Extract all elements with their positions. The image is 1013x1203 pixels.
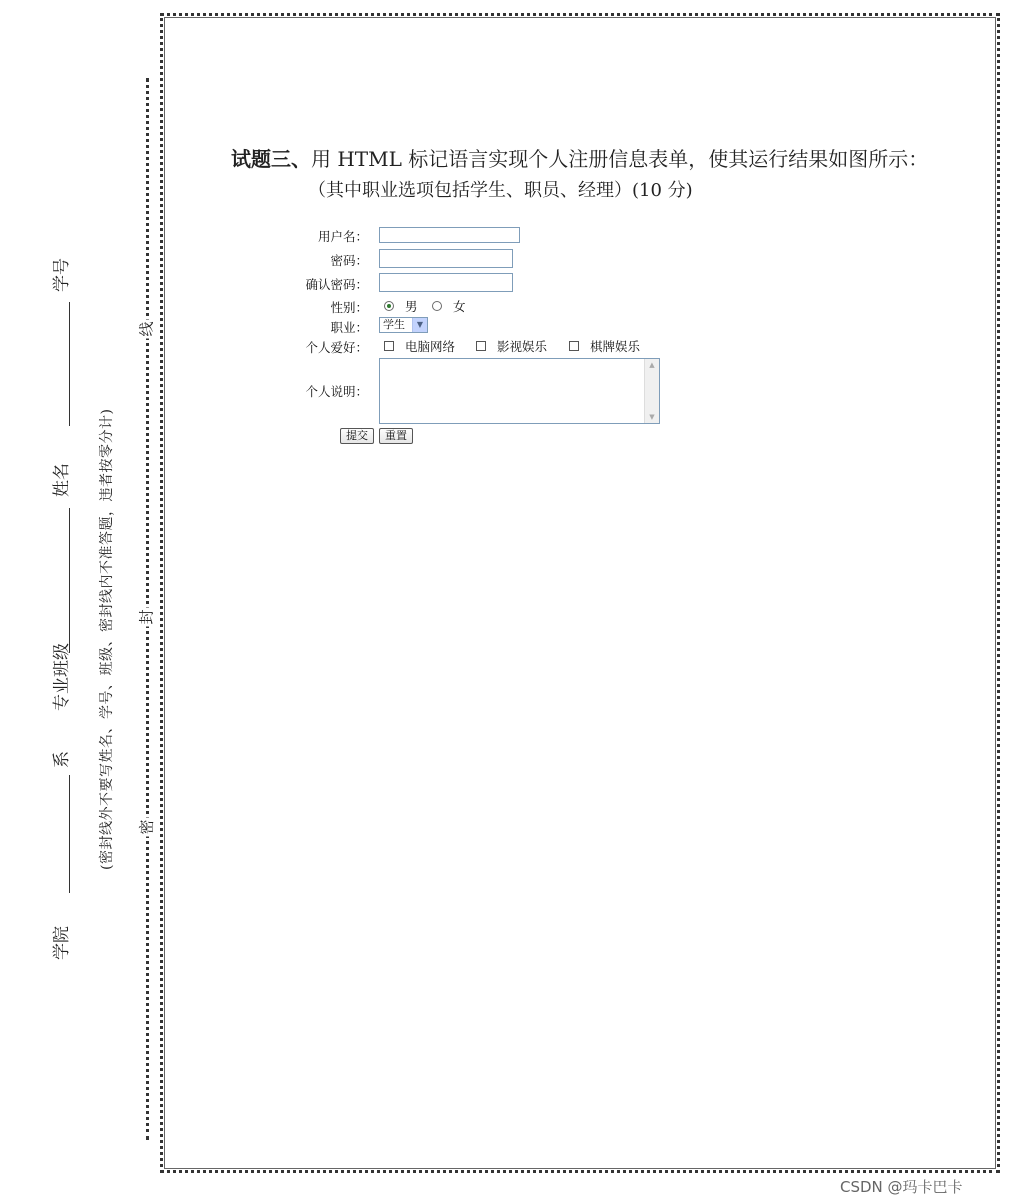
registration-form (290, 222, 670, 452)
chevron-down-icon[interactable]: ▼ (412, 318, 427, 332)
hobby-label-chess: 棋牌娱乐 (590, 339, 641, 354)
question-text: 用 HTML 标记语言实现个人注册信息表单，使其运行结果如图所示： (311, 147, 929, 171)
hobby-checkbox-film[interactable] (476, 341, 486, 351)
binding-label-mi: 密 (137, 819, 156, 835)
gender-female-radio[interactable] (432, 301, 442, 311)
question-subtext: （其中职业选项包括学生、职员、经理）(10 分) (308, 180, 693, 201)
confirm-password-input[interactable] (379, 273, 513, 292)
username-input[interactable] (379, 227, 520, 243)
hobby-checkbox-chess[interactable] (569, 341, 579, 351)
description-label: 个人说明： (305, 384, 368, 399)
seal-note: (密封线外不要写姓名、学号、班级、密封线内不准答题，违者按零分计) (99, 408, 115, 870)
gender-female-label: 女 (453, 299, 466, 314)
question-title (231, 143, 928, 172)
binding-label-xian: 线 (137, 321, 156, 337)
scroll-down-icon[interactable]: ▼ (649, 413, 655, 421)
label-xi: 系 (52, 751, 72, 768)
hobby-checkbox-computer[interactable] (384, 341, 394, 351)
textarea-scrollbar[interactable] (644, 359, 659, 423)
gender-male-radio[interactable] (384, 301, 394, 311)
scroll-up-icon[interactable]: ▲ (649, 361, 655, 369)
hobby-label-computer: 电脑网络 (405, 339, 456, 354)
description-textarea[interactable] (379, 358, 660, 424)
label-xingming: 姓名 (52, 463, 72, 497)
label-xueyuan: 学院 (52, 926, 72, 960)
gender-label: 性别： (330, 300, 368, 315)
blank-xuehao (69, 302, 70, 426)
job-select[interactable] (379, 317, 428, 333)
hobby-label: 个人爱好： (305, 340, 368, 355)
gender-male-label: 男 (405, 299, 418, 314)
blank-xingming (69, 508, 70, 653)
reset-button[interactable]: 重置 (379, 428, 413, 444)
label-zhuanye-banji: 专业班级 (52, 643, 72, 711)
username-label: 用户名： (317, 229, 368, 244)
blank-xi (69, 775, 70, 893)
label-xuehao: 学号 (52, 258, 72, 292)
hobby-label-film: 影视娱乐 (497, 339, 548, 354)
password-label: 密码： (330, 253, 368, 268)
submit-button[interactable]: 提交 (340, 428, 374, 444)
question-number: 试题三、 (231, 147, 311, 171)
watermark: CSDN @玛卡巴卡 (840, 1178, 963, 1196)
job-select-value: 学生 (383, 318, 405, 331)
binding-label-feng: 封 (137, 609, 156, 625)
job-label: 职业： (330, 320, 368, 335)
password-input[interactable] (379, 249, 513, 268)
confirm-password-label: 确认密码： (305, 277, 368, 292)
